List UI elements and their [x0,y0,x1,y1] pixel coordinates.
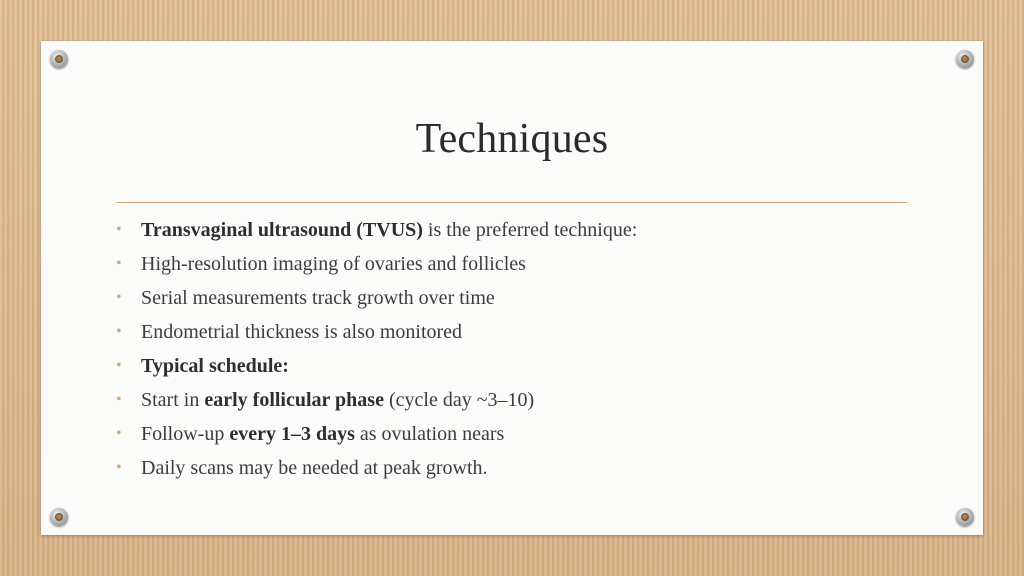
bullet-icon: • [116,289,122,306]
bullet-bold-text: Transvaginal ultrasound (TVUS) [141,219,423,241]
bullet-text: Follow-up [141,423,230,445]
bullet-item [114,281,637,315]
bullet-text: High-resolution imaging of ovaries and follicles [141,253,526,275]
bullet-bold-text: Typical schedule: [141,355,289,377]
bullet-text-after: (cycle day ~3–10) [383,389,535,411]
bullet-text: is the preferred technique: [422,219,638,241]
bullet-text: Endometrial thickness is also monitored [141,321,463,343]
bullet-item [114,315,637,349]
bullet-icon: • [116,357,122,374]
pushpin-icon [956,508,974,526]
slide-title: Techniques [415,116,609,162]
bullet-item [114,417,637,451]
bullet-text-after: as ovulation nears [354,423,505,445]
bullet-list [114,213,637,485]
pushpin-icon [50,508,68,526]
bullet-bold-text: early follicular phase [204,389,384,411]
pushpin-icon [50,50,68,68]
bullet-icon: • [116,221,122,238]
bullet-icon: • [116,425,122,442]
bullet-text: Daily scans may be needed at peak growth. [141,457,488,479]
bullet-icon: • [116,391,122,408]
bullet-bold-text: every 1–3 days [229,423,355,445]
bullet-icon: • [116,323,122,340]
title-divider [117,202,907,203]
bullet-icon: • [116,255,122,272]
bullet-icon: • [116,459,122,476]
bullet-item [114,349,637,383]
bullet-text: Start in [141,389,205,411]
bullet-item [114,213,637,247]
bullet-item [114,451,637,485]
bullet-item [114,383,637,417]
pushpin-icon [956,50,974,68]
bullet-text: Serial measurements track growth over time [141,287,495,309]
slide-card [41,41,983,535]
bullet-item [114,247,637,281]
